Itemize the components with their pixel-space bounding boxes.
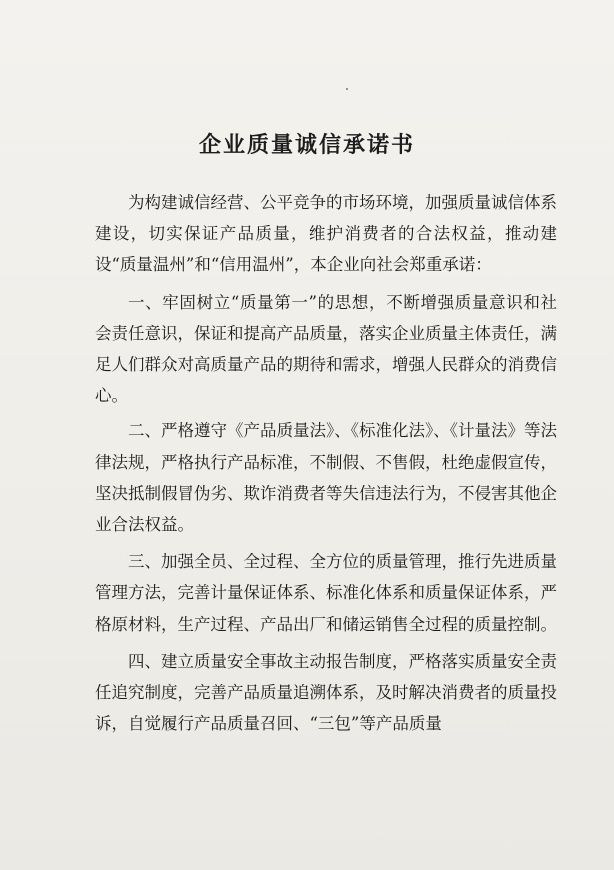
paragraph-commitment-3: 三、加强全员、全过程、全方位的质量管理，推行先进质量管理方法，完善计量保证体系、标准化体系和质量保证体系，严格原材料，生产过程、产品出厂和储运销售全过程的质量控制。 bbox=[95, 552, 557, 634]
document-body bbox=[95, 187, 557, 739]
document-title: 企业质量诚信承诺书 bbox=[198, 132, 415, 158]
paper-speck bbox=[346, 88, 348, 90]
paragraph-commitment-2: 二、严格遵守《产品质量法》、《标准化法》、《计量法》等法律法规，严格执行产品标准，不制假、不售假，杜绝虚假宣传，坚决抵制假冒伪劣、欺诈消费者等失信违法行为，不侵害其他企业合法权益。 bbox=[95, 421, 557, 535]
paragraph-preamble: 为构建诚信经营、公平竞争的市场环境，加强质量诚信体系建设，切实保证产品质量，维护消费者的合法权益，推动建设“质量温州”和“信用温州”，本企业向社会郑重承诺： bbox=[95, 193, 557, 275]
paragraph-commitment-1: 一、牢固树立“质量第一”的思想，不断增强质量意识和社会责任意识，保证和提高产品质量，落实企业质量主体责任，满足人们群众对高质量产品的期待和需求，增强人民群众的消费信心。 bbox=[95, 292, 557, 406]
paragraph-commitment-4: 四、建立质量安全事故主动报告制度，严格落实质量安全责任追究制度，完善产品质量追溯体系，及时解决消费者的质量投诉，自觉履行产品质量召回、“三包”等产品质量 bbox=[95, 651, 557, 734]
